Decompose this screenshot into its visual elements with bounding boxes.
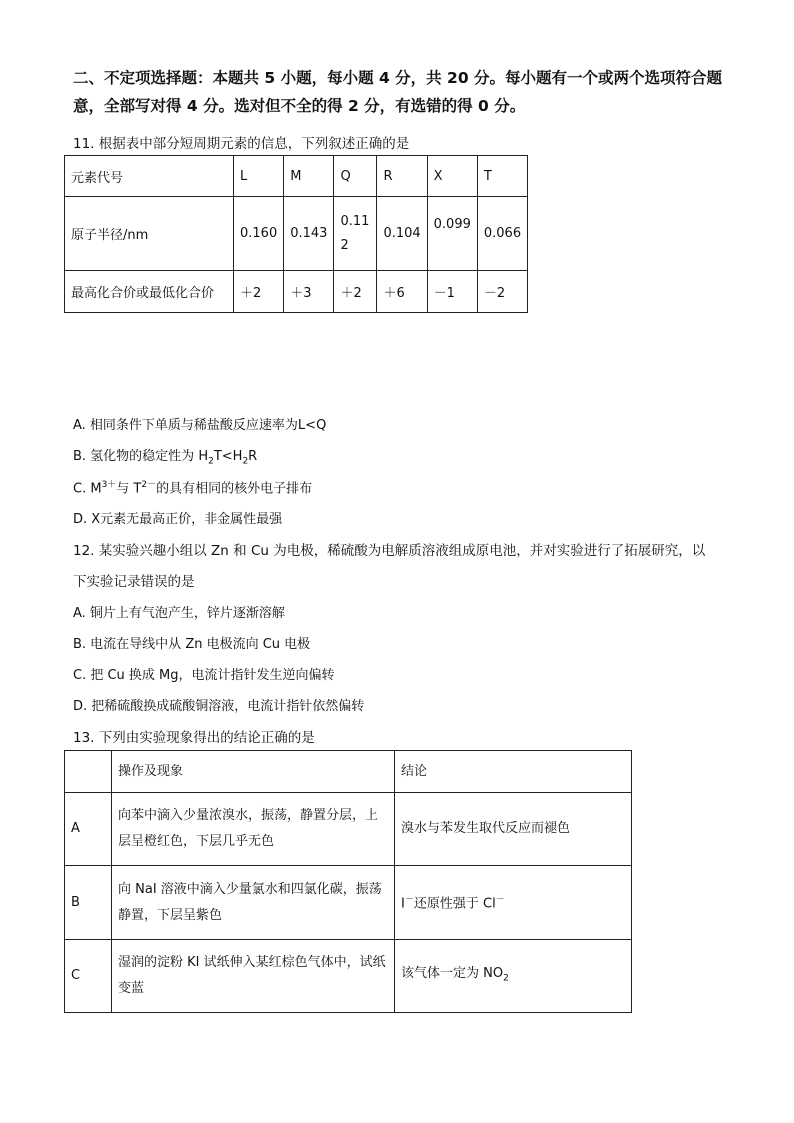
row-header-radius: 原子半径/nm	[65, 197, 234, 271]
code-R: R	[377, 156, 427, 197]
code-X: X	[427, 156, 477, 197]
question-11-stem: 11. 根据表中部分短周期元素的信息，下列叙述正确的是	[73, 136, 410, 152]
q12-option-c: C. 把 Cu 换成 Mg，电流计指针发生逆向偏转	[73, 668, 335, 683]
code-T: T	[477, 156, 527, 197]
experiment-table	[64, 750, 632, 1013]
valence-M: ＋3	[284, 271, 334, 313]
q11-option-c: C. $M^{3+}$与 $T^{2-}$的具有相同的核外电子排布	[73, 480, 313, 497]
row-header-code: 元素代号	[65, 156, 234, 197]
code-Q: Q	[334, 156, 377, 197]
row-a-label: A	[65, 793, 112, 866]
row-c-label: C	[65, 940, 112, 1013]
row-a-operation: 向苯中滴入少量浓溴水，振荡，静置分层，上层呈橙红色，下层几乎无色	[112, 793, 395, 866]
q11-option-b: B. 氢化物的稳定性为 $H_2T<H_2R$	[73, 449, 258, 467]
question-13-stem: 13. 下列由实验现象得出的结论正确的是	[73, 730, 315, 746]
valence-L: ＋2	[234, 271, 284, 313]
row-a-conclusion: 溴水与苯发生取代反应而褪色	[395, 793, 632, 866]
element-info-table	[64, 155, 528, 313]
q11-option-d: D. X元素无最高正价，非金属性最强	[73, 512, 283, 527]
valence-X: －1	[427, 271, 477, 313]
section-title: 二、不定项选择题：本题共 5 小题，每小题 4 分，共 20 分。每小题有一个或两个选项符合题意，全部写对得 4 分。选对但不全的得 2 分，有选错的得 0 分。	[73, 69, 723, 115]
radius-L: 0.160	[234, 197, 284, 271]
row-header-valence: 最高化合价或最低化合价	[65, 271, 234, 313]
radius-M: 0.143	[284, 197, 334, 271]
radius-T: 0.066	[477, 197, 527, 271]
radius-Q: 0.11 2	[334, 197, 377, 271]
q11-option-a: A. 相同条件下单质与稀盐酸反应速率为L<Q	[73, 418, 327, 433]
row-b-operation: 向 NaI 溶液中滴入少量氯水和四氯化碳，振荡静置，下层呈紫色	[112, 866, 395, 940]
question-12-stem-line1: 12. 某实验兴趣小组以 Zn 和 Cu 为电极，稀硫酸为电解质溶液组成原电池，并对实验进行了拓展研究，以	[73, 543, 706, 559]
q12-option-a: A. 铜片上有气泡产生，锌片逐渐溶解	[73, 606, 285, 621]
header-operation: 操作及现象	[112, 751, 395, 793]
row-b-label: B	[65, 866, 112, 940]
question-12-stem-line2: 下实验记录错误的是	[73, 574, 195, 590]
valence-R: ＋6	[377, 271, 427, 313]
valence-Q: ＋2	[334, 271, 377, 313]
q12-option-d: D. 把稀硫酸换成硫酸铜溶液，电流计指针依然偏转	[73, 699, 365, 714]
q12-option-b: B. 电流在导线中从 Zn 电极流向 Cu 电极	[73, 637, 311, 652]
header-blank	[65, 751, 112, 793]
row-c-conclusion: 该气体一定为 $NO_2$	[395, 940, 632, 1013]
radius-X: 0.099	[427, 197, 477, 271]
code-M: M	[284, 156, 334, 197]
code-L: L	[234, 156, 284, 197]
row-b-conclusion: I－还原性强于 Cl－	[395, 866, 632, 940]
radius-R: 0.104	[377, 197, 427, 271]
valence-T: －2	[477, 271, 527, 313]
row-c-operation: 湿润的淀粉 KI 试纸伸入某红棕色气体中，试纸变蓝	[112, 940, 395, 1013]
header-conclusion: 结论	[395, 751, 632, 793]
